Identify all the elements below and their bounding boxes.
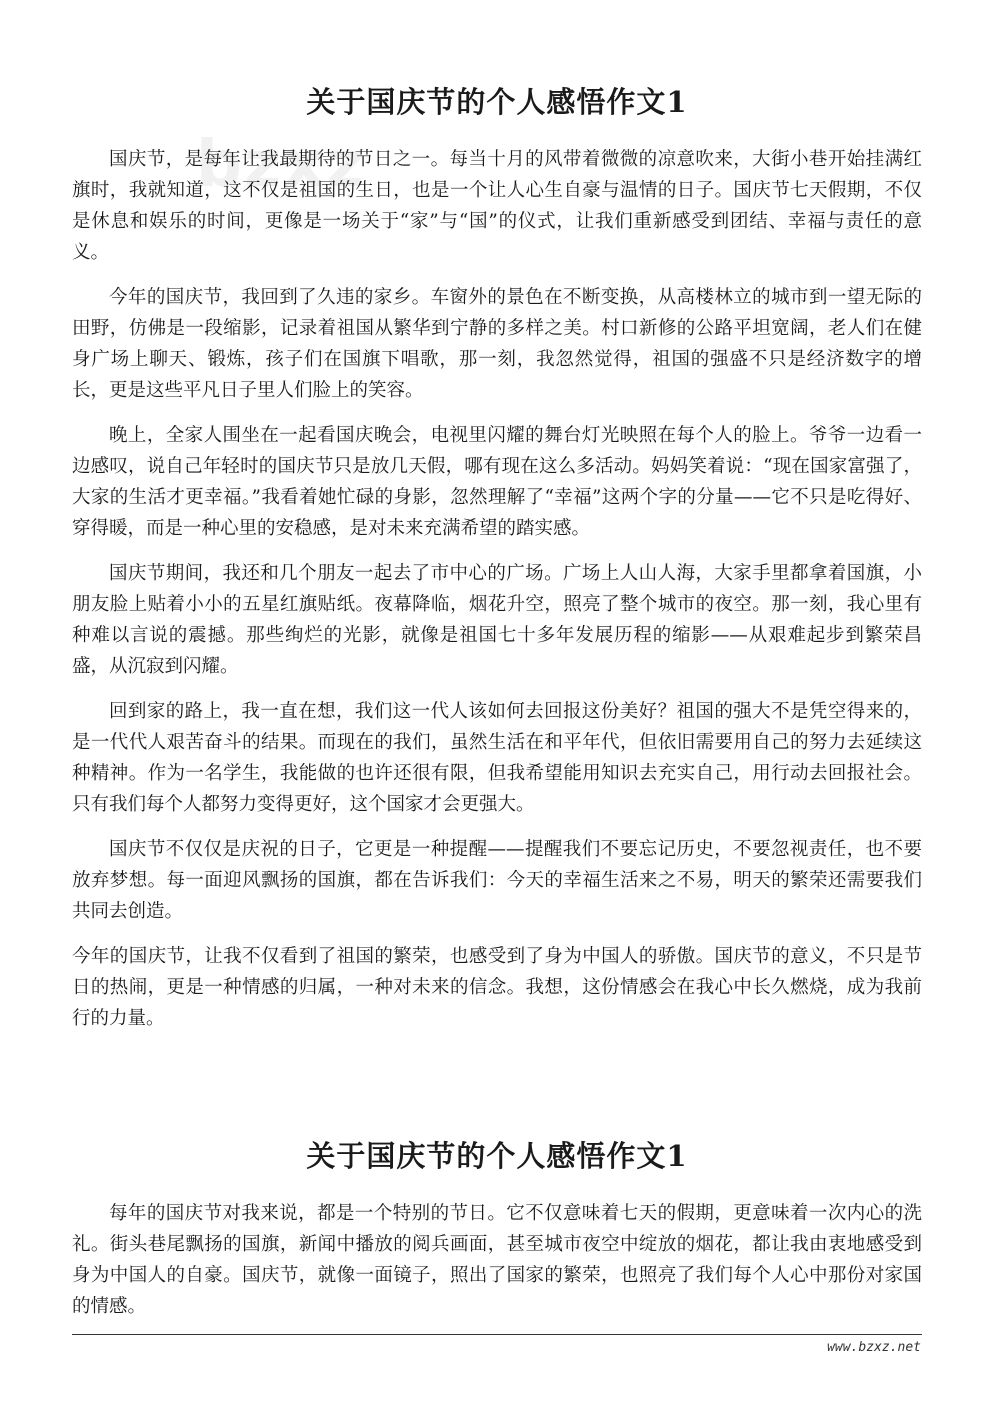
- footer-url: www.bzxz.net: [827, 1340, 921, 1355]
- essay-1: [72, 80, 922, 1048]
- essay-title: 关于国庆节的个人感悟作文1: [306, 85, 688, 119]
- essay-paragraph: 今年的国庆节，让我不仅看到了祖国的繁荣，也感受到了身为中国人的骄傲。国庆节的意义，不只是节日的热闹，更是一种情感的归属，一种对未来的信念。我想，这份情感会在我心中长久燃烧，成为我前行的力量。: [72, 946, 922, 1029]
- essay-paragraph: 今年的国庆节，我回到了久违的家乡。车窗外的景色在不断变换，从高楼林立的城市到一望无际的田野，仿佛是一段缩影，记录着祖国从繁华到宁静的多样之美。村口新修的公路平坦宽阔，老人们在健身广场上聊天、锻炼，孩子们在国旗下唱歌，那一刻，我忽然觉得，祖国的强盛不只是经济数字的增长，更是这些平凡日子里人们脸上的笑容。: [72, 287, 922, 401]
- essay-paragraph: 国庆节，是每年让我最期待的节日之一。每当十月的风带着微微的凉意吹来，大街小巷开始挂满红旗时，我就知道，这不仅是祖国的生日，也是一个让人心生自豪与温情的日子。国庆节七天假期，不仅是休息和娱乐的时间，更像是一场关于“家”与“国”的仪式，让我们重新感受到团结、幸福与责任的意义。: [72, 149, 922, 263]
- essay-2: [72, 1134, 922, 1336]
- essay-paragraph: 国庆节期间，我还和几个朋友一起去了市中心的广场。广场上人山人海，大家手里都拿着国旗，小朋友脸上贴着小小的五星红旗贴纸。夜幕降临，烟花升空，照亮了整个城市的夜空。那一刻，我心里有种难以言说的震撼。那些绚烂的光影，就像是祖国七十多年发展历程的缩影——从艰难起步到繁荣昌盛，从沉寂到闪耀。: [72, 563, 922, 677]
- essay-paragraph: 晚上，全家人围坐在一起看国庆晚会，电视里闪耀的舞台灯光映照在每个人的脸上。爷爷一边看一边感叹，说自己年轻时的国庆节只是放几天假，哪有现在这么多活动。妈妈笑着说：“现在国家富强了，大家的生活才更幸福。”我看着她忙碌的身影，忽然理解了“幸福”这两个字的分量——它不只是吃得好、穿得暖，而是一种心里的安稳感，是对未来充满希望的踏实感。: [72, 425, 922, 539]
- essay-paragraph: 每年的国庆节对我来说，都是一个特别的节日。它不仅意味着七天的假期，更意味着一次内心的洗礼。街头巷尾飘扬的国旗，新闻中播放的阅兵画面，甚至城市夜空中绽放的烟花，都让我由衷地感受到身为中国人的自豪。国庆节，就像一面镜子，照出了国家的繁荣，也照亮了我们每个人心中那份对家国的情感。: [72, 1203, 922, 1317]
- essay-paragraph: 国庆节不仅仅是庆祝的日子，它更是一种提醒——提醒我们不要忘记历史，不要忽视责任，也不要放弃梦想。每一面迎风飘扬的国旗，都在告诉我们：今天的幸福生活来之不易，明天的繁荣还需要我们共同去创造。: [72, 839, 922, 922]
- watermark: bzxz: [196, 128, 366, 202]
- essay-paragraph: 回到家的路上，我一直在想，我们这一代人该如何去回报这份美好？祖国的强大不是凭空得来的，是一代代人艰苦奋斗的结果。而现在的我们，虽然生活在和平年代，但依旧需要用自己的努力去延续这种精神。作为一名学生，我能做的也许还很有限，但我希望能用知识去充实自己，用行动去回报社会。只有我们每个人都努力变得更好，这个国家才会更强大。: [72, 701, 922, 815]
- essay-title: 关于国庆节的个人感悟作文1: [306, 1139, 688, 1173]
